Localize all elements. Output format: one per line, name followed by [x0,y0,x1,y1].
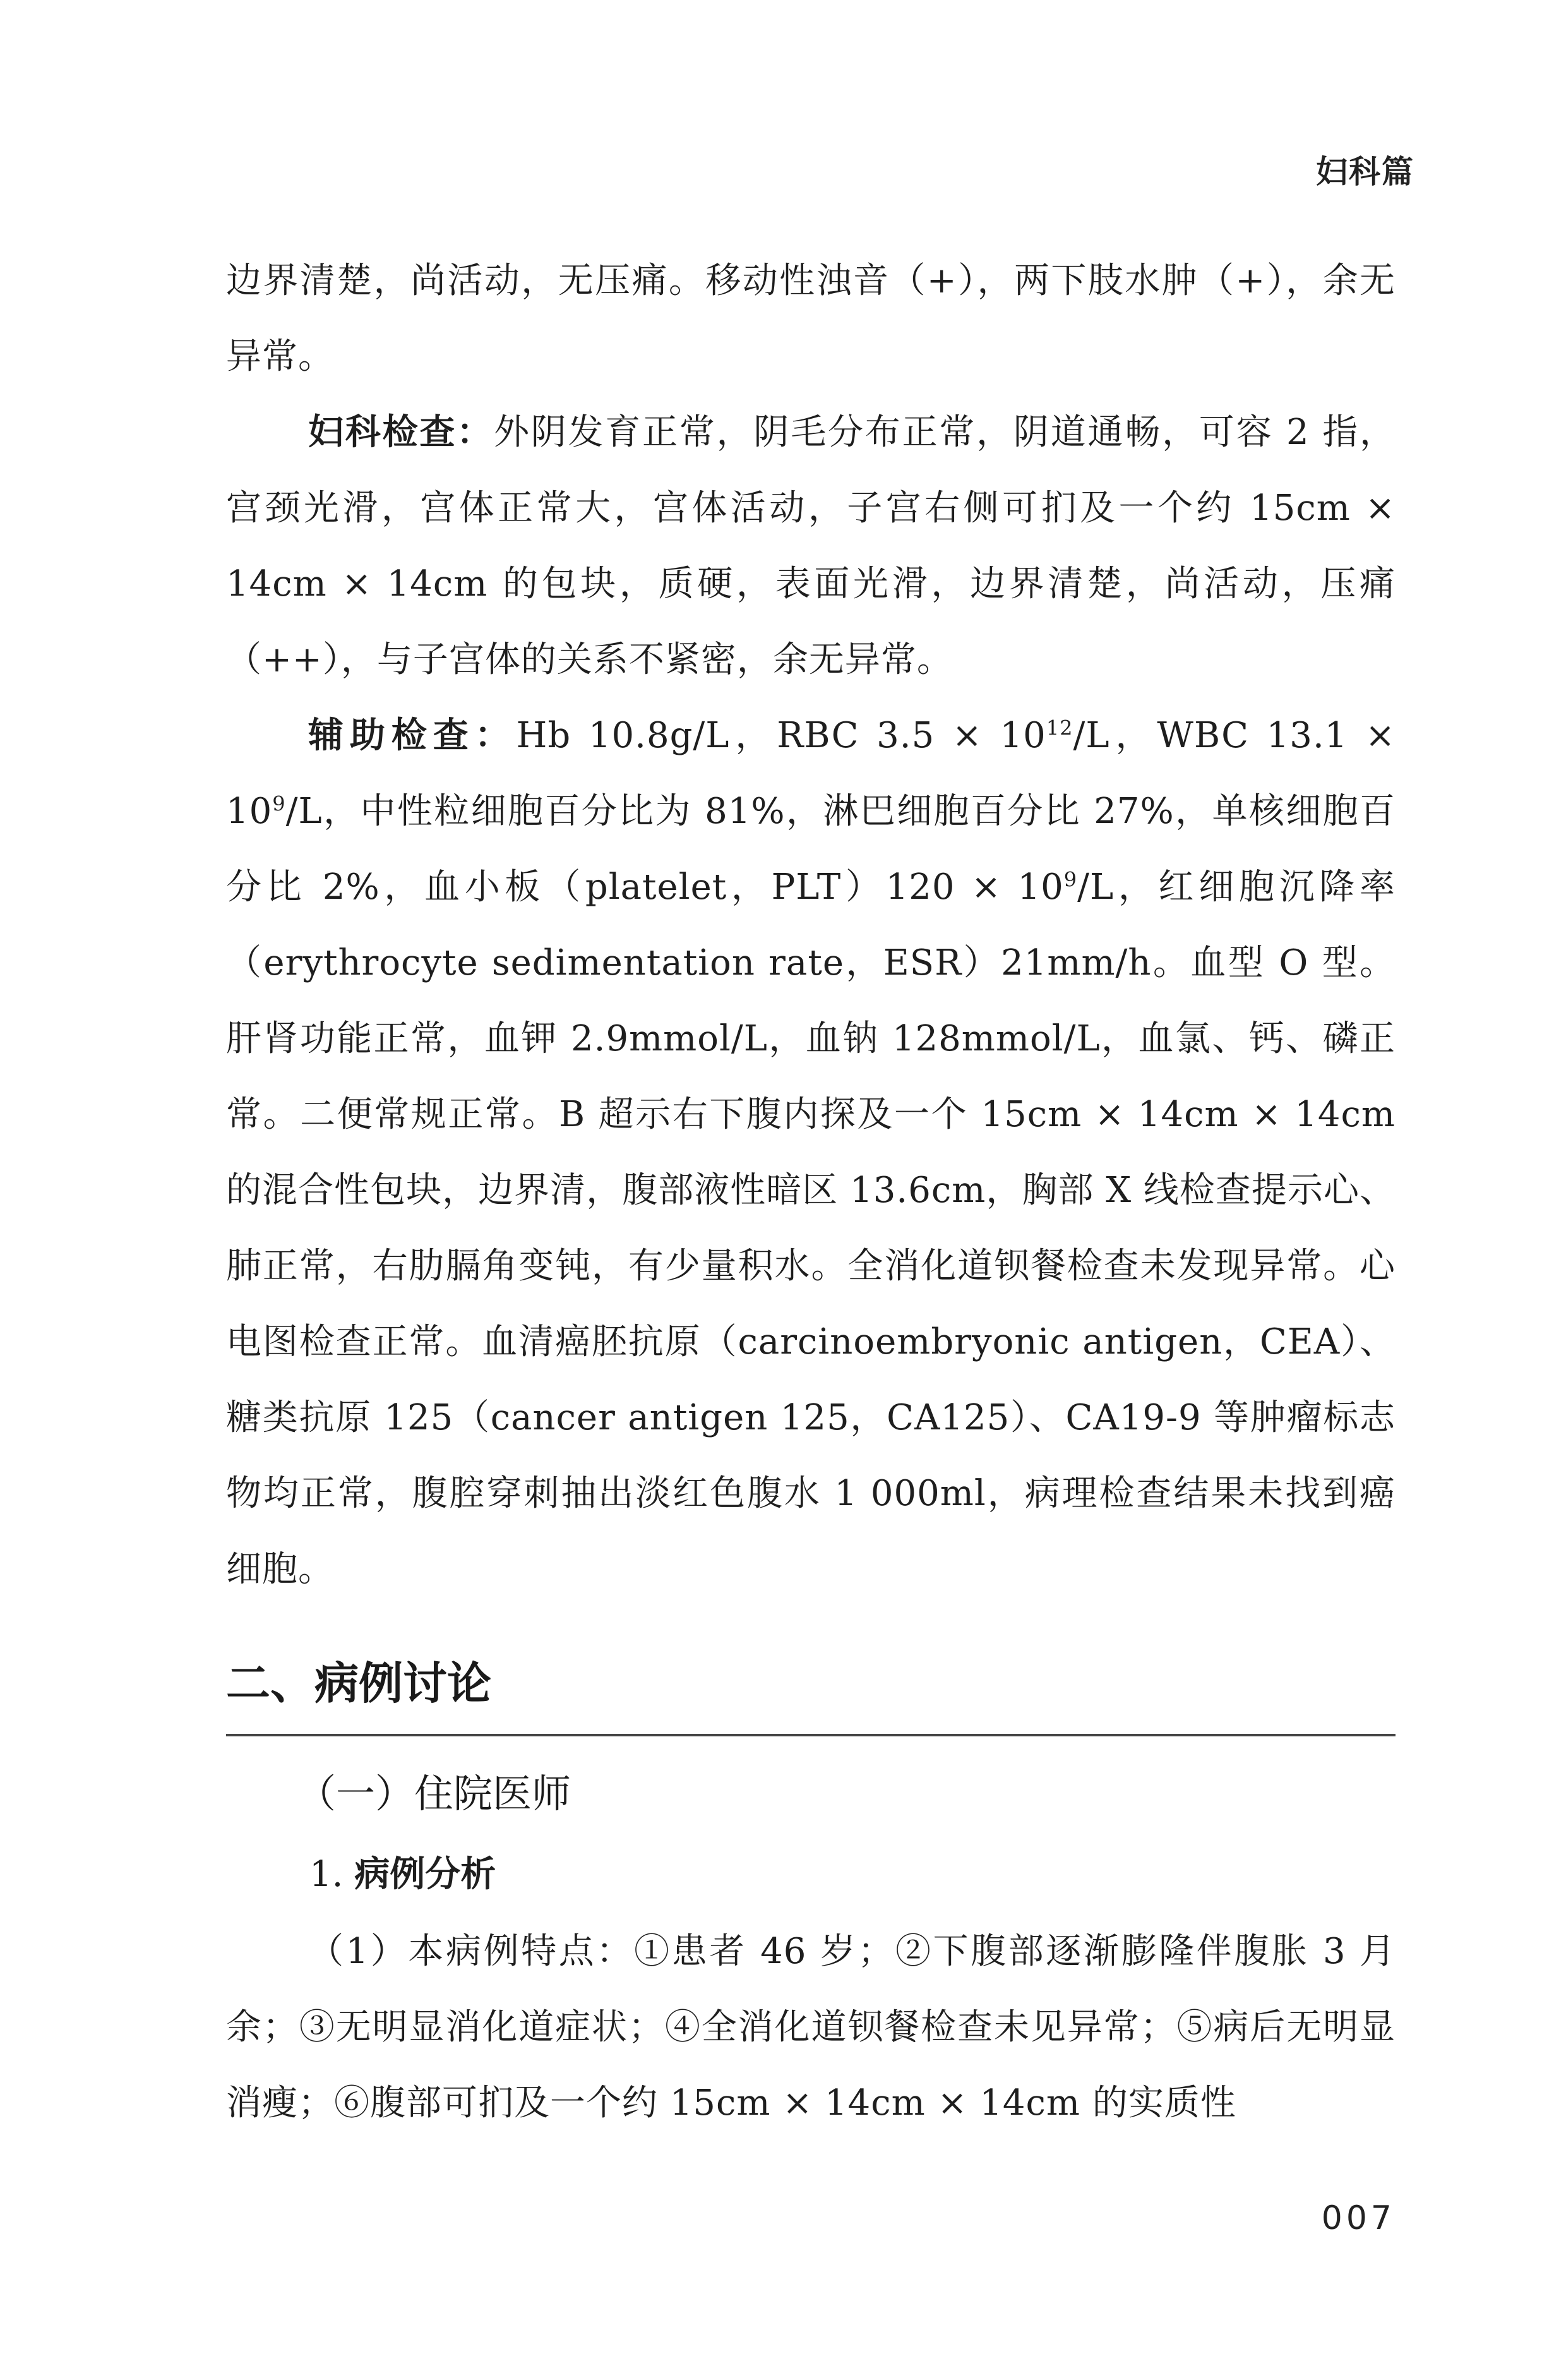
auxiliary-exam-text: /L，中性粒细胞百分比为 81%，淋巴细胞百分比 27%，单核细胞百分比 2%，血小板（platelet，PLT）120 × 10 [226,791,1396,908]
gynecologic-exam-text: 外阴发育正常，阴毛分布正常，阴道通畅，可容 2 指，宫颈光滑，宫体正常大，宫体活动，子宫右侧可扪及一个约 15cm × 14cm × 14cm 的包块，质硬，表面光滑，边界清楚，尚活动，压痛（++），与子宫体的关系不紧密，余无异常。 [226,412,1396,680]
main-text [226,243,1396,1608]
paragraph-auxiliary-exam [226,698,1396,1608]
case-analysis-text [226,1914,1396,2141]
superscript-exponent: 9 [1063,867,1078,892]
item-heading-text: 病例分析 [354,1854,496,1895]
section-heading: 二、病例讨论 [226,1652,1396,1736]
paragraph-gynecologic-exam [226,395,1396,698]
paragraph-case-features: （1）本病例特点：①患者 46 岁；②下腹部逐渐膨隆伴腹胀 3 月余；③无明显消化道症状；④全消化道钡餐检查未见异常；⑤病后无明显消瘦；⑥腹部可扪及一个约 15cm × 14cm × 14cm 的实质性 [226,1931,1396,2124]
paragraph-lead-auxiliary-exam: 辅助检查： [308,715,517,756]
auxiliary-exam-text: /L，红细胞沉降率（erythrocyte sedimentation rate，ESR）21mm/h。血型 O 型。肝肾功能正常，血钾 2.9mmol/L，血钠 128mmol/L，血氯、钙、磷正常。二便常规正常。B 超示右下腹内探及一个 15cm × 14cm × 14cm 的混合性包块，边界清，腹部液性暗区 13.6cm，胸部 X 线检查提示心、肺正常，右肋膈角变钝，有少量积水。全消化道钡餐检查未发现异常。心电图检查正常。血清癌胚抗原（carcinoembryonic antigen，CEA）、糖类抗原 125（cancer antigen 125，CA125）、CA19-9 等肿瘤标志物均正常，腹腔穿刺抽出淡红色腹水 1 000ml，病理检查结果未找到癌细胞。 [226,867,1396,1590]
paragraph-physical-exam-end: 边界清楚，尚活动，无压痛。移动性浊音（+），两下肢水肿（+），余无异常。 [226,260,1396,377]
item-number: 1. [309,1854,344,1895]
auxiliary-exam-text: /L，WBC 13.1 × 10 [226,715,1396,832]
superscript-exponent: 9 [272,791,286,816]
subsection-heading: （一）住院医师 [297,1770,571,1817]
auxiliary-exam-text: Hb 10.8g/L，RBC 3.5 × 10 [516,715,1046,756]
page-number: 007 [1321,2199,1396,2237]
superscript-exponent: 12 [1046,716,1073,740]
paragraph-lead-gynecologic-exam: 妇科检查： [308,412,494,453]
running-header: 妇科篇 [1316,153,1414,190]
item-heading [309,1843,496,1906]
